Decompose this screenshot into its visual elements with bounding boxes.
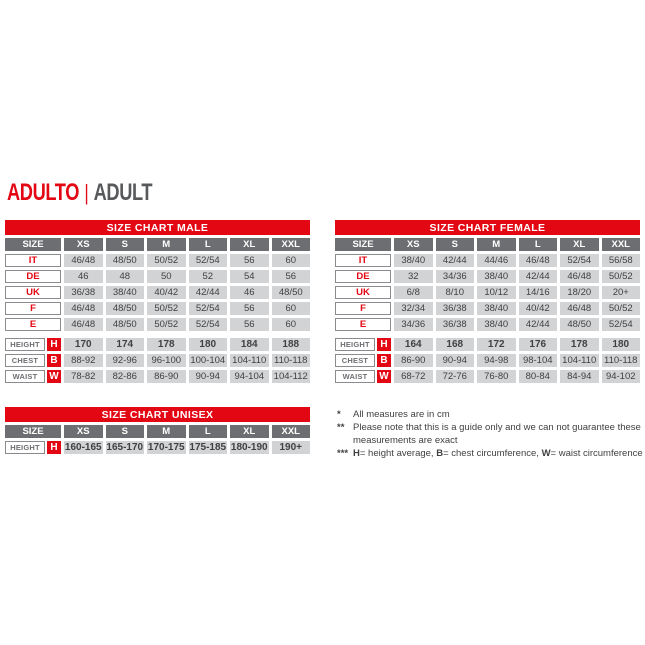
measure-name: WAIST	[5, 370, 45, 383]
column-header-xl: XL	[230, 238, 269, 251]
measure-value-cell: 180-190	[230, 441, 268, 453]
size-value-cell: 36/38	[436, 318, 475, 331]
footnote-marker: *	[337, 409, 341, 420]
size-value-cell: 50/52	[147, 302, 186, 315]
size-value-cell: 60	[272, 318, 311, 331]
measure-value-cell: 168	[436, 338, 475, 351]
size-value-cell: 52/54	[189, 254, 228, 267]
size-value-cell: 6/8	[394, 286, 433, 299]
measure-value-cell: 68-72	[394, 370, 433, 383]
row-label: F	[335, 302, 391, 315]
measure-row-waist	[335, 370, 640, 383]
size-value-cell: 32	[394, 270, 433, 283]
measure-value-cell: 170-175	[147, 441, 185, 453]
size-header-cell: SIZE	[5, 425, 61, 438]
measure-value-cell: 190+	[272, 441, 311, 454]
measure-value-cell: 90-94	[436, 354, 475, 367]
size-value-cell: 50	[147, 270, 186, 283]
size-row-de	[335, 270, 640, 283]
size-value-cell: 20+	[602, 286, 641, 299]
measure-value-cell: 78-82	[64, 370, 103, 383]
measure-value-cell: 104-110	[230, 354, 269, 367]
measure-label-group	[5, 354, 61, 367]
measure-letter: B	[47, 354, 61, 367]
row-label: F	[5, 302, 61, 315]
measure-value-cell: 188	[272, 338, 311, 351]
measure-value-cell: 178	[147, 338, 186, 351]
size-value-cell: 40/42	[519, 302, 558, 315]
measure-value-cell: 88-92	[64, 354, 103, 367]
measure-value-cell: 86-90	[147, 370, 186, 383]
size-row-f	[335, 302, 640, 315]
size-value-cell: 50/52	[147, 254, 186, 267]
size-value-cell: 10/12	[477, 286, 516, 299]
size-value-cell: 46	[64, 270, 103, 283]
column-header-s: S	[436, 238, 475, 251]
size-value-cell: 38/40	[394, 254, 433, 267]
row-label: IT	[5, 254, 61, 267]
row-label: IT	[335, 254, 391, 267]
column-header-l: L	[519, 238, 558, 251]
size-value-cell: 46/48	[519, 254, 558, 267]
footnote-part: B	[436, 448, 444, 459]
measure-value-cell: 84-94	[560, 370, 599, 383]
measure-value-cell: 180	[189, 338, 228, 351]
footnote-part: = chest circumference,	[443, 448, 542, 459]
measure-letter: W	[377, 370, 391, 383]
measure-value-cell: 110-118	[602, 354, 641, 367]
chart-title-female: SIZE CHART FEMALE	[335, 220, 640, 235]
measure-value-cell: 90-94	[189, 370, 228, 383]
measure-row-height	[335, 338, 640, 351]
column-header-l: L	[189, 238, 228, 251]
footnote-part: H	[353, 448, 360, 459]
footnote-part: = waist circumference	[550, 448, 643, 459]
size-header-cell: SIZE	[335, 238, 391, 251]
page-title	[7, 179, 152, 207]
footnote-text	[353, 421, 643, 447]
footnote-2	[337, 421, 643, 447]
measure-value-cell: 94-98	[477, 354, 516, 367]
measure-value-cell: 174	[106, 338, 145, 351]
footnote-part: Please note that this is a guide only and we can not guarantee these measurements are exact	[353, 422, 641, 446]
measure-value-cell: 160-165	[64, 441, 102, 453]
measure-row-height	[5, 441, 310, 454]
measure-value-cell: 92-96	[106, 354, 145, 367]
measure-letter: B	[377, 354, 391, 367]
measure-value-cell: 76-80	[477, 370, 516, 383]
size-value-cell: 48	[106, 270, 145, 283]
size-value-cell: 38/40	[477, 270, 516, 283]
size-row-it	[335, 254, 640, 267]
measure-value-cell: 184	[230, 338, 269, 351]
size-value-cell: 44/46	[477, 254, 516, 267]
size-value-cell: 50/52	[602, 302, 641, 315]
size-value-cell: 48/50	[106, 254, 145, 267]
size-value-cell: 60	[272, 302, 311, 315]
size-value-cell: 52/54	[189, 302, 228, 315]
measure-value-cell: 86-90	[394, 354, 433, 367]
size-value-cell: 36/38	[64, 286, 103, 299]
measure-value-cell: 176	[519, 338, 558, 351]
size-row-e	[5, 318, 310, 331]
measure-name: CHEST	[5, 354, 45, 367]
measure-name: WAIST	[335, 370, 375, 383]
page-title-separator: |	[84, 180, 89, 205]
size-value-cell: 46/48	[64, 318, 103, 331]
size-value-cell: 52	[189, 270, 228, 283]
size-value-cell: 38/40	[477, 302, 516, 315]
size-value-cell: 42/44	[519, 318, 558, 331]
size-chart-male	[5, 220, 310, 383]
measure-value-cell: 94-104	[230, 370, 269, 383]
size-value-cell: 32/34	[394, 302, 433, 315]
size-value-cell: 50/52	[147, 318, 186, 331]
measure-value-cell: 164	[394, 338, 433, 351]
size-value-cell: 18/20	[560, 286, 599, 299]
measure-value-cell: 94-102	[602, 370, 641, 383]
size-row-de	[5, 270, 310, 283]
row-label: DE	[5, 270, 61, 283]
column-header-xl: XL	[560, 238, 599, 251]
footnote-marker: ***	[337, 448, 349, 459]
chart-title-male: SIZE CHART MALE	[5, 220, 310, 235]
size-value-cell: 40/42	[147, 286, 186, 299]
size-value-cell: 34/36	[436, 270, 475, 283]
size-chart-unisex	[5, 407, 310, 454]
column-header-xxl: XXL	[272, 238, 311, 251]
column-header-xxl: XXL	[272, 425, 311, 438]
size-value-cell: 42/44	[519, 270, 558, 283]
size-value-cell: 36/38	[436, 302, 475, 315]
measure-letter: H	[47, 338, 61, 351]
measure-value-cell: 175-185	[189, 441, 227, 453]
measure-label-group	[335, 370, 391, 383]
measure-letter: H	[47, 441, 61, 454]
size-value-cell: 56	[230, 254, 269, 267]
measure-value-cell: 178	[560, 338, 599, 351]
measure-value-cell: 72-76	[436, 370, 475, 383]
size-value-cell: 56	[230, 302, 269, 315]
measure-value-cell: 104-112	[272, 370, 311, 383]
header-row	[5, 425, 310, 438]
footnotes	[337, 408, 643, 460]
page-title-secondary: ADULT	[93, 179, 153, 206]
size-value-cell: 48/50	[272, 286, 311, 299]
measure-value-cell: 165-170	[106, 441, 144, 453]
size-value-cell: 52/54	[189, 318, 228, 331]
column-header-xl: XL	[230, 425, 269, 438]
size-value-cell: 48/50	[106, 302, 145, 315]
size-value-cell: 14/16	[519, 286, 558, 299]
column-header-xxl: XXL	[602, 238, 641, 251]
column-header-s: S	[106, 425, 145, 438]
row-label: UK	[5, 286, 61, 299]
size-value-cell: 8/10	[436, 286, 475, 299]
size-chart-female	[335, 220, 640, 383]
size-value-cell: 54	[230, 270, 269, 283]
size-row-it	[5, 254, 310, 267]
size-value-cell: 50/52	[602, 270, 641, 283]
size-value-cell: 52/54	[602, 318, 641, 331]
measure-value-cell: 98-104	[519, 354, 558, 367]
footnote-text	[353, 447, 643, 460]
column-header-m: M	[477, 238, 516, 251]
measure-label-group	[5, 338, 61, 351]
size-value-cell: 42/44	[436, 254, 475, 267]
size-value-cell: 56/58	[602, 254, 641, 267]
header-row	[335, 238, 640, 251]
measure-name: HEIGHT	[335, 338, 375, 351]
measure-name: HEIGHT	[5, 441, 45, 454]
measure-letter: W	[47, 370, 61, 383]
footnote-part: W	[541, 448, 551, 459]
measure-row-chest	[335, 354, 640, 367]
size-row-uk	[5, 286, 310, 299]
column-header-m: M	[147, 238, 186, 251]
row-label: UK	[335, 286, 391, 299]
size-value-cell: 46/48	[64, 254, 103, 267]
size-value-cell: 34/36	[394, 318, 433, 331]
measure-value-cell: 170	[64, 338, 103, 351]
column-header-m: M	[147, 425, 186, 438]
measure-value-cell: 80-84	[519, 370, 558, 383]
measure-value-cell: 82-86	[106, 370, 145, 383]
size-value-cell: 46/48	[560, 302, 599, 315]
row-label: DE	[335, 270, 391, 283]
measure-label-group	[335, 338, 391, 351]
measure-value-cell: 172	[477, 338, 516, 351]
column-header-xs: XS	[64, 238, 103, 251]
footnote-1	[337, 408, 643, 421]
footnote-3	[337, 447, 643, 460]
size-value-cell: 42/44	[189, 286, 228, 299]
size-value-cell: 48/50	[560, 318, 599, 331]
measure-label-group	[5, 441, 61, 454]
footnote-part: = height average,	[359, 448, 437, 459]
footnote-marker: **	[337, 422, 345, 433]
column-header-l: L	[189, 425, 228, 438]
size-value-cell: 46/48	[560, 270, 599, 283]
size-row-f	[5, 302, 310, 315]
measure-row-waist	[5, 370, 310, 383]
column-header-xs: XS	[64, 425, 103, 438]
page-title-primary: ADULTO	[7, 179, 80, 206]
measure-letter: H	[377, 338, 391, 351]
chart-title-unisex: SIZE CHART UNISEX	[5, 407, 310, 422]
column-header-s: S	[106, 238, 145, 251]
measure-value-cell: 104-110	[560, 354, 599, 367]
measure-name: HEIGHT	[5, 338, 45, 351]
size-value-cell: 46	[230, 286, 269, 299]
row-label: E	[5, 318, 61, 331]
measure-value-cell: 110-118	[272, 354, 311, 367]
measure-value-cell: 96-100	[147, 354, 186, 367]
size-value-cell: 56	[230, 318, 269, 331]
column-header-xs: XS	[394, 238, 433, 251]
size-value-cell: 48/50	[106, 318, 145, 331]
size-value-cell: 38/40	[477, 318, 516, 331]
size-header-cell: SIZE	[5, 238, 61, 251]
header-row	[5, 238, 310, 251]
measure-value-cell: 180	[602, 338, 641, 351]
footnote-part: All measures are in cm	[353, 409, 450, 420]
footnote-text	[353, 408, 643, 421]
size-value-cell: 38/40	[106, 286, 145, 299]
size-row-uk	[335, 286, 640, 299]
measure-label-group	[5, 370, 61, 383]
measure-label-group	[335, 354, 391, 367]
row-label: E	[335, 318, 391, 331]
size-value-cell: 60	[272, 254, 311, 267]
measure-value-cell: 100-104	[190, 354, 226, 366]
size-row-e	[335, 318, 640, 331]
measure-row-chest	[5, 354, 310, 367]
measure-row-height	[5, 338, 310, 351]
size-value-cell: 46/48	[64, 302, 103, 315]
size-value-cell: 52/54	[560, 254, 599, 267]
size-value-cell: 56	[272, 270, 311, 283]
measure-name: CHEST	[335, 354, 375, 367]
